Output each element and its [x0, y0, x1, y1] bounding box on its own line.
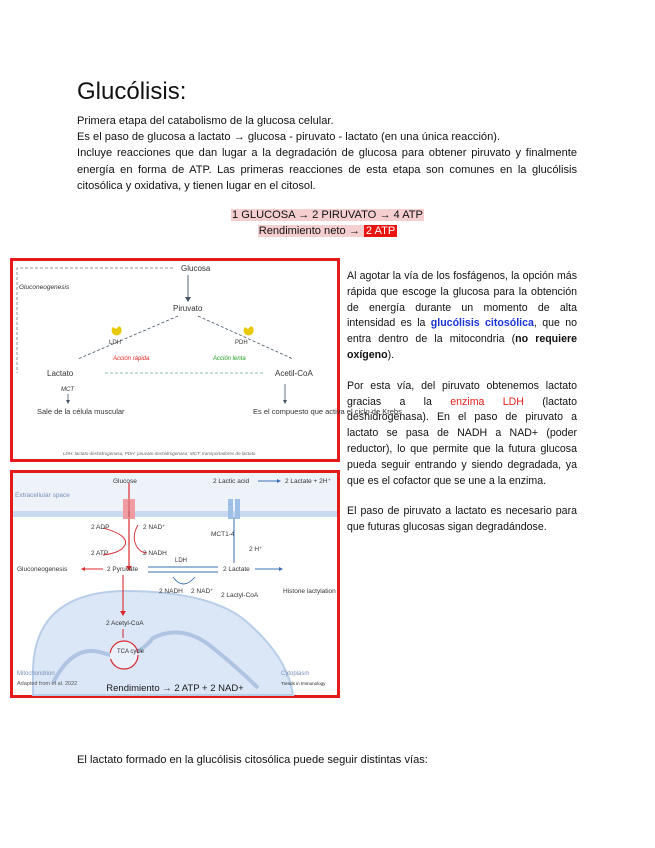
figure-glycolysis-pathway [10, 258, 402, 462]
f1-glucosa: Glucosa [181, 264, 211, 273]
p2-text: Por esta vía, del piruvato obtenemos lactato gracias a la [347, 379, 577, 408]
figure2-diagram [13, 473, 337, 695]
f1-lactato: Lactato [47, 369, 74, 378]
p1-text: Al agotar la vía de los fosfágenos, la opción más rápida que escoge la glucosa para la obtención de energía durante un momento de alta intensidad es la [347, 270, 577, 330]
f2-atp: 2 ATP [91, 550, 109, 557]
summary-block [0, 208, 655, 239]
page-title: Glucólisis: [77, 78, 187, 105]
tca-cycle-icon [110, 641, 138, 669]
f2-ldh: LDH [175, 558, 188, 564]
nadh-curve [173, 577, 195, 584]
arrowhead [283, 400, 287, 404]
f2-nad: 2 NAD⁺ [143, 524, 166, 531]
f2-extracellular: Extracellular space [15, 492, 70, 499]
f1-piruvato: Piruvato [173, 304, 203, 313]
summary-yield-label: Rendimiento neto → [258, 224, 363, 237]
summary-yield-value: 2 ATP [365, 224, 396, 237]
intro-line-3: Incluye reacciones que dan lugar a la degradación de glucosa para obtener piruvato y finalmente energía en forma de ATP. Las primeras reacciones de esta etapa son comunes en la glucólisis citosólica y oxidativa, y tienen lugar en el citosol. [77, 147, 577, 192]
summary-equation: 1 GLUCOSA → 2 PIRUVATO → 4 ATP [232, 209, 423, 221]
f2-credit: Adapted from et al. 2022 [17, 681, 78, 687]
p1-text-2: , que no entra dentro de la mitocondria ( [347, 317, 578, 346]
f2-lactyl: 2 Lactyl-CoA [221, 592, 259, 599]
f2-acetyl: 2 Acetyl-CoA [106, 620, 144, 627]
f2-lactate: 2 Lactate [223, 566, 250, 573]
right-paragraph-1 [347, 269, 577, 364]
f2-h: 2 H⁺ [249, 546, 263, 553]
right-paragraph-3: El paso de piruvato a lactato es necesario para que futuras glucosas sigan degradándose. [347, 505, 577, 534]
right-text [347, 269, 577, 551]
f2-nadh: 2 NADH [143, 550, 167, 557]
f1-gluconeogenesis: Gluconeogenesis [19, 284, 70, 291]
f2-nadh2: 2 NADH [159, 588, 183, 595]
intro-line-2: Es el paso de glucosa a lactato → glucosa - piruvato - lactato (en una única reacción). [77, 131, 501, 144]
mct-transporter-icon [228, 499, 233, 519]
f2-lactic-acid: 2 Lactic acid [213, 478, 250, 485]
f1-legend: LDH: lactato deshidrogenasa; PDH: piruvato deshidrogenasa; MCT: transportadores de lactato [63, 451, 256, 456]
footer-text: El lactato formado en la glucólisis citosólica puede seguir distintas vías: [77, 754, 428, 766]
mct-transporter-icon [235, 499, 240, 519]
mitochondrion-shape [33, 591, 293, 695]
f2-journal: Trends in Immunology [281, 681, 326, 686]
f1-acetil-coa: Acetil-CoA [275, 369, 313, 378]
f2-tca: TCA cycle [117, 649, 145, 655]
no-oxygen-highlight: no requiere oxígeno [347, 333, 577, 361]
figure-lactate-metabolism [10, 470, 340, 698]
cell-membrane [13, 511, 337, 517]
f2-mct: MCT1-4 [211, 531, 235, 538]
p1-text-3: ). [387, 348, 395, 361]
intro-line-1: Primera etapa del catabolismo de la glucosa celular. [77, 115, 334, 127]
intro-block [77, 113, 577, 194]
f1-ldh: LDH [109, 340, 122, 346]
f2-cyto: Cytoplasm [281, 671, 310, 677]
f1-mct: MCT [61, 387, 74, 393]
f1-pdh: PDH [235, 340, 248, 346]
f2-lactate-h: 2 Lactate + 2H⁺ [285, 478, 331, 485]
f2-histone: Histone lactylation [283, 588, 336, 595]
pdh-enzyme-icon [244, 326, 254, 335]
glucose-transporter-icon [123, 499, 128, 519]
right-paragraph-2 [347, 379, 577, 490]
f1-sale: Sale de la célula muscular [37, 407, 125, 416]
f2-rendimiento: Rendimiento → 2 ATP + 2 NAD+ [106, 683, 244, 694]
f1-accion-rapida: Acción rápida [113, 356, 150, 362]
figure1-diagram [13, 261, 402, 459]
arrowhead [81, 567, 85, 571]
f2-glucose: Glucose [113, 478, 137, 485]
f1-accion-lenta: Acción lenta [213, 356, 246, 362]
f1-compuesto: Es el compuesto que activa el ciclo de Krebs [253, 407, 402, 416]
f2-nad2: 2 NAD⁺ [191, 588, 214, 595]
f2-mito: Mitochondrion [17, 671, 55, 677]
arrowhead [279, 567, 283, 571]
enzima-ldh-highlight: enzima LDH [450, 395, 524, 408]
glucose-transporter-icon [130, 499, 135, 519]
arrowhead [185, 297, 191, 302]
p2-text-2: (lactato deshidrogenasa). En el paso de piruvato a lactato se pasa de NADH a NAD+ (poder reductor), lo que permite que la futura glucosa pueda seguir entrando y siendo degradada, ya que es el cofactor que se une a la enzima. [347, 395, 577, 487]
branch-right [198, 316, 293, 359]
f2-adp: 2 ADP [91, 524, 110, 531]
ldh-enzyme-icon [112, 326, 122, 335]
branch-left [78, 316, 178, 359]
glucolisis-citosolica-highlight: glucólisis citosólica [430, 317, 534, 330]
f2-gluconeogenesis: Gluconeogenesis [17, 566, 68, 573]
arrowhead [66, 400, 70, 404]
f2-pyruvate: 2 Pyruvate [107, 566, 139, 573]
